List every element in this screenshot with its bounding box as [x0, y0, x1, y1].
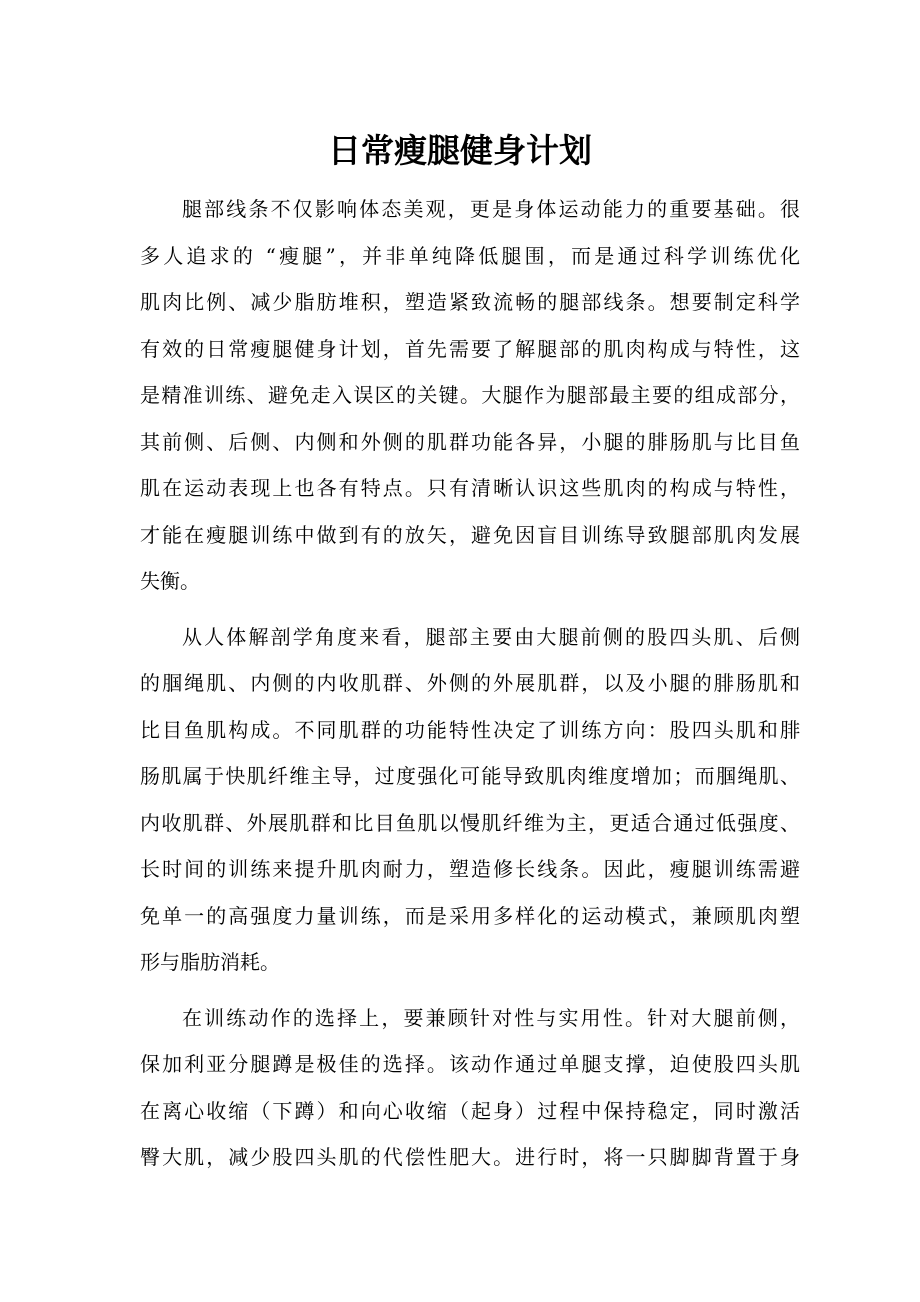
text-line: 的腘绳肌、内侧的内收肌群、外侧的外展肌群，以及小腿的腓肠肌和	[140, 671, 800, 695]
text-line: 肠肌属于快肌纤维主导，过度强化可能导致肌肉维度增加；而腘绳肌、	[140, 764, 800, 788]
text-line: 才能在瘦腿训练中做到有的放矢，避免因盲目训练导致腿部肌肉发展	[140, 522, 800, 547]
paragraph-3	[140, 995, 800, 1181]
text-line: 多人追求的 “瘦腿”，并非单纯降低腿围，而是通过科学训练优化	[140, 243, 800, 268]
text-line: 在离心收缩（下蹲）和向心收缩（起身）过程中保持稳定，同时激活	[140, 1098, 800, 1123]
text-line: 有效的日常瘦腿健身计划，首先需要了解腿部的肌肉构成与特性，这	[140, 336, 800, 361]
text-line: 其前侧、后侧、内侧和外侧的肌群功能各异，小腿的腓肠肌与比目鱼	[140, 429, 800, 454]
text-line: 是精准训练、避免走入误区的关键。大腿作为腿部最主要的组成部分，	[140, 383, 800, 407]
document-body	[140, 186, 800, 1190]
text-line: 保加利亚分腿蹲是极佳的选择。该动作通过单腿支撑，迫使股四头肌	[140, 1052, 800, 1076]
text-line: 失衡。	[140, 569, 200, 593]
text-line: 内收肌群、外展肌群和比目鱼肌以慢肌纤维为主，更适合通过低强度、	[140, 810, 800, 835]
text-line: 臀大肌，减少股四头肌的代偿性肥大。进行时，将一只脚脚背置于身	[140, 1145, 800, 1169]
text-line: 肌肉比例、减少脂肪堆积，塑造紧致流畅的腿部线条。想要制定科学	[140, 290, 800, 314]
text-line: 免单一的高强度力量训练，而是采用多样化的运动模式，兼顾肌肉塑	[140, 903, 800, 928]
text-line: 腿部线条不仅影响体态美观，更是身体运动能力的重要基础。很	[182, 197, 800, 221]
text-line: 肌在运动表现上也各有特点。只有清晰认识这些肌肉的构成与特性，	[140, 476, 800, 500]
text-line: 在训练动作的选择上，要兼顾针对性与实用性。针对大腿前侧，	[182, 1005, 800, 1030]
text-line: 形与脂肪消耗。	[140, 950, 280, 974]
text-line: 从人体解剖学角度来看，腿部主要由大腿前侧的股四头肌、后侧	[182, 624, 800, 649]
paragraph-1	[140, 186, 800, 605]
text-line: 长时间的训练来提升肌肉耐力，塑造修长线条。因此，瘦腿训练需避	[140, 857, 800, 881]
text-line: 比目鱼肌构成。不同肌群的功能特性决定了训练方向：股四头肌和腓	[140, 717, 800, 742]
document-title: 日常瘦腿健身计划	[328, 131, 592, 170]
paragraph-2	[140, 614, 800, 986]
